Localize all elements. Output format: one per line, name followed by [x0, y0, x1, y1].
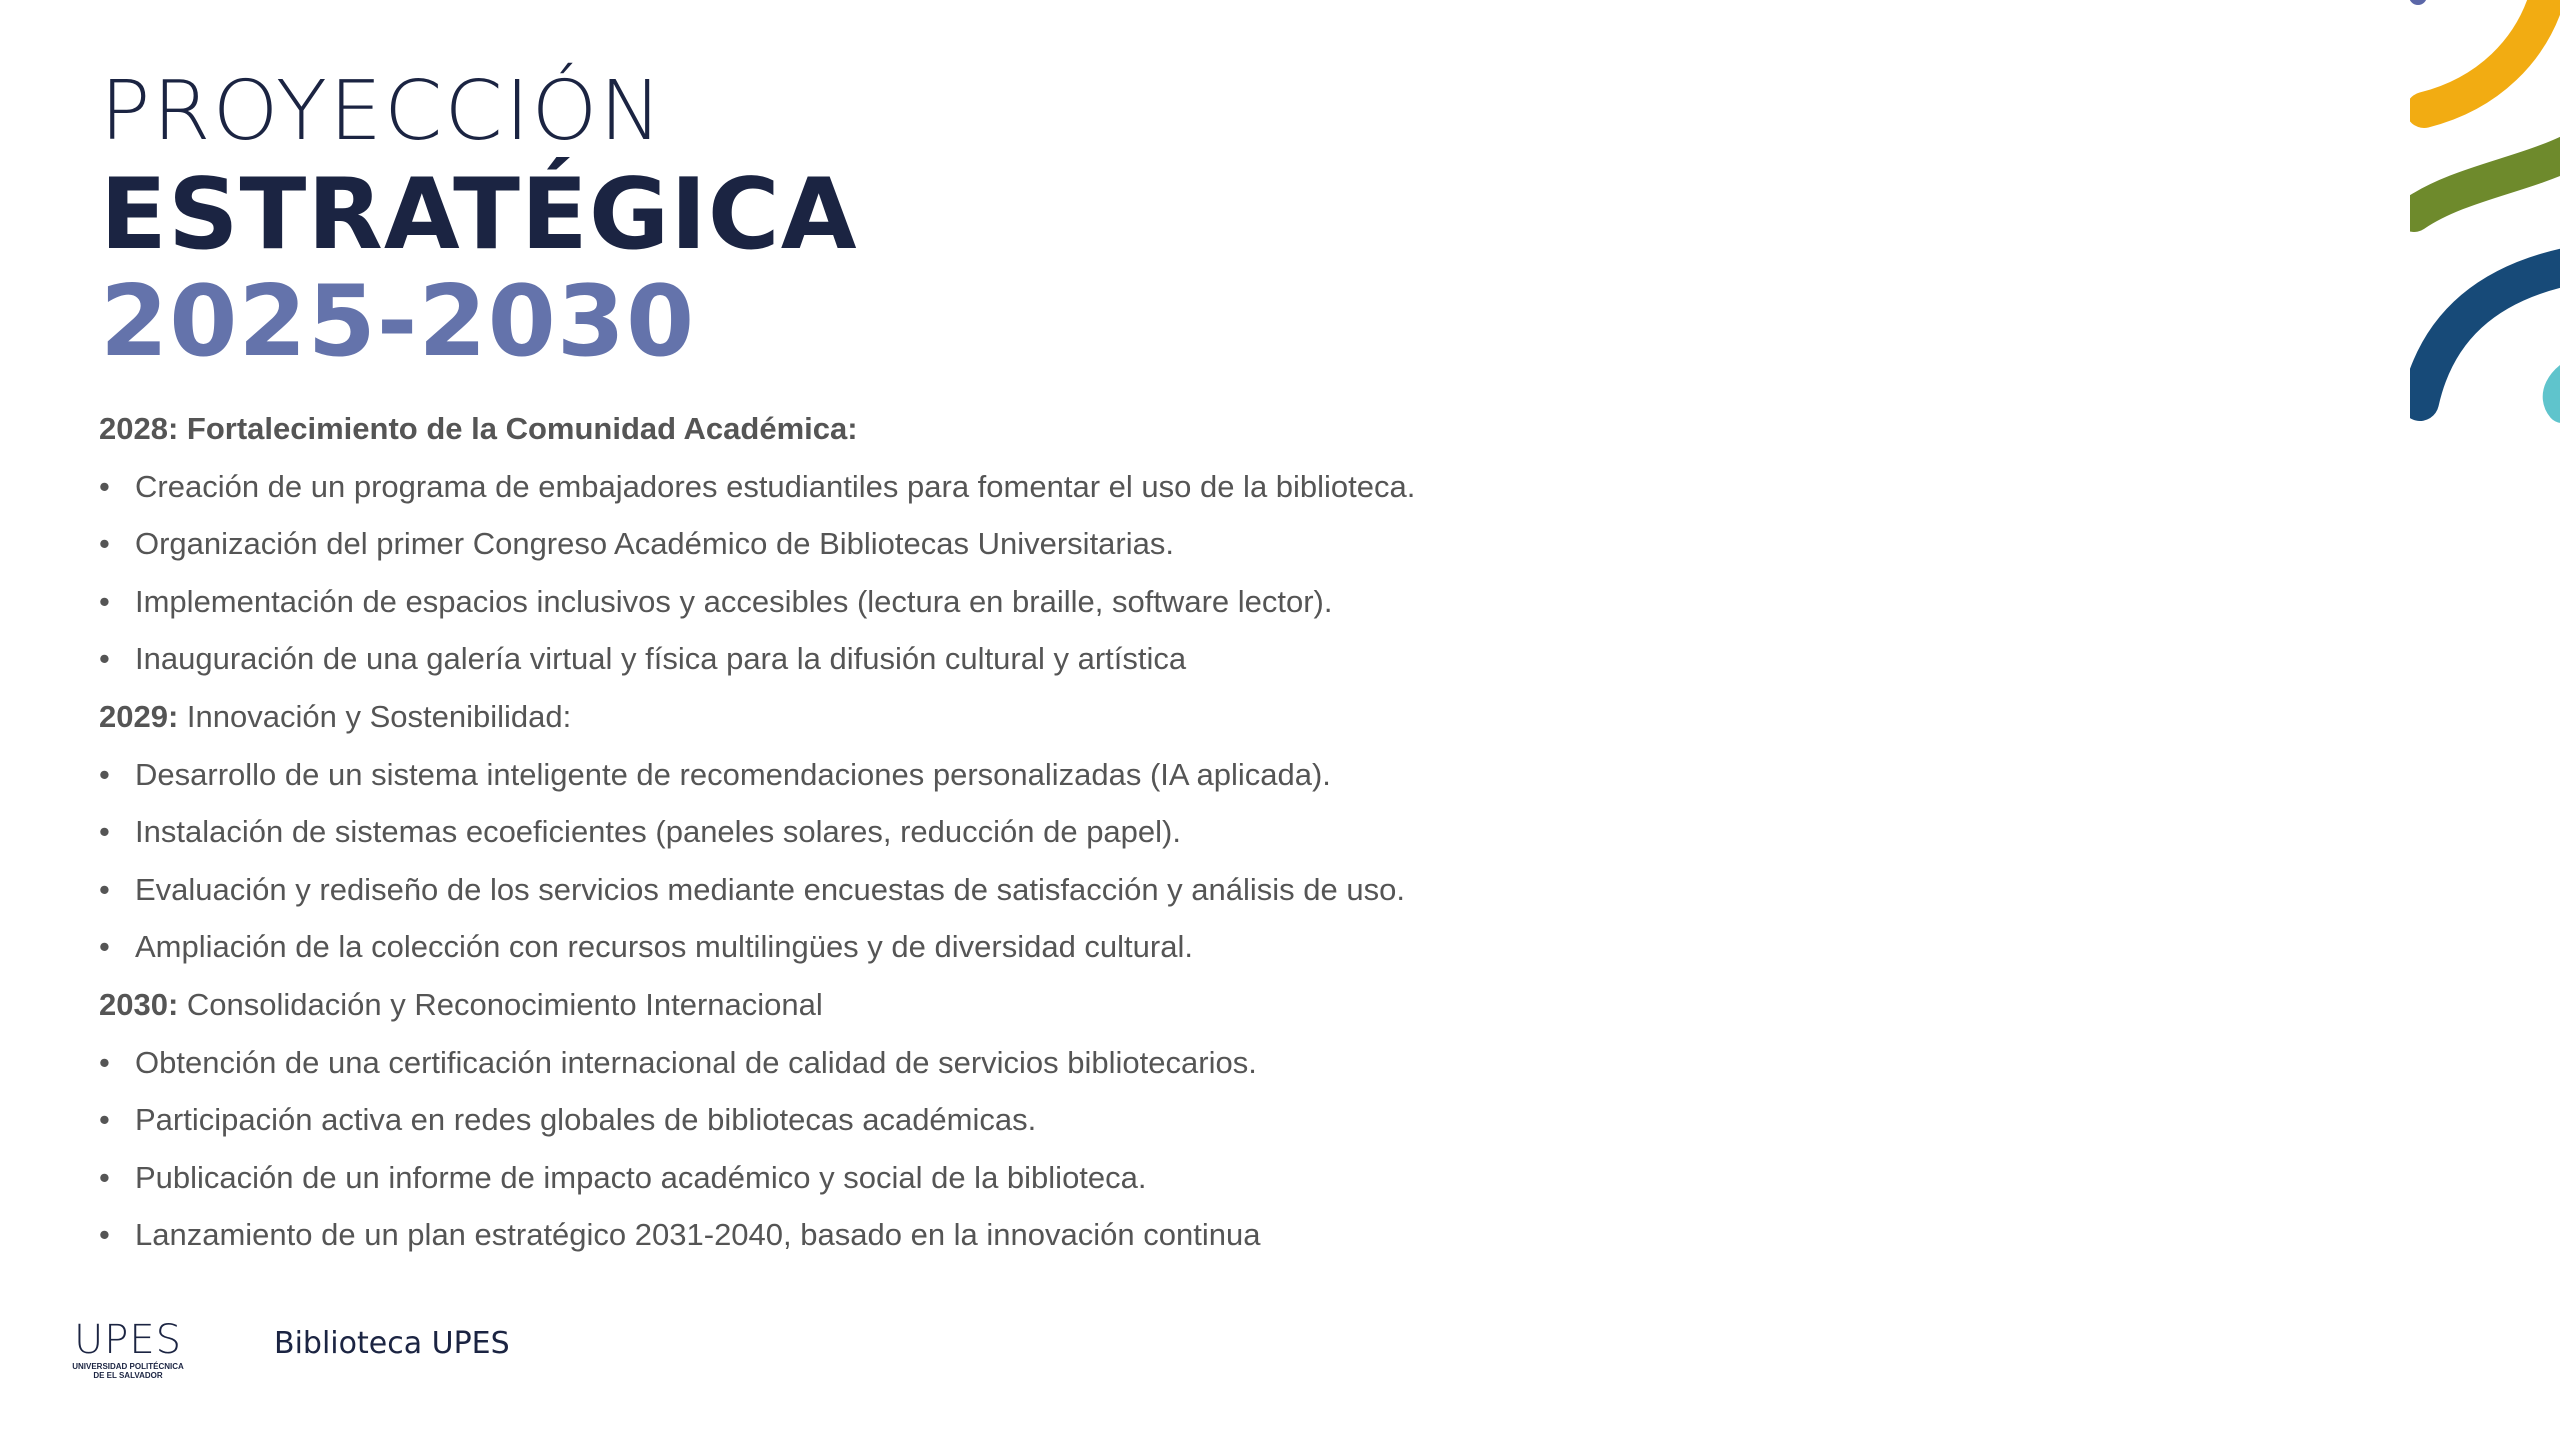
list-item: [99, 515, 1799, 573]
bullet-icon: •: [99, 526, 110, 562]
bullet-icon: •: [99, 1159, 110, 1195]
footer: [64, 1318, 510, 1392]
section-year: 2028:: [99, 411, 179, 446]
bullet-icon: •: [99, 756, 110, 792]
bullet-icon: •: [99, 1044, 110, 1080]
list-item: [99, 1149, 1799, 1207]
section-year: 2029:: [99, 698, 179, 734]
title-line-proyeccion: PROYECCIÓN: [100, 64, 665, 159]
bullet-icon: •: [99, 929, 110, 965]
bullet-icon: •: [99, 871, 110, 907]
list-item-text: Organización del primer Congreso Académico de Bibliotecas Universitarias.: [135, 526, 1174, 562]
list-item-text: Participación activa en redes globales de bibliotecas académicas.: [135, 1102, 1037, 1138]
title-line-years: 2025-2030: [100, 265, 696, 379]
deco-arc-blue-icon: [2420, 266, 2560, 402]
list-item-text: Obtención de una certificación internacional de calidad de servicios bibliotecarios.: [135, 1044, 1257, 1080]
bullet-icon: •: [99, 814, 110, 850]
list-item: [99, 1034, 1799, 1092]
section-year: 2030:: [99, 986, 179, 1022]
list-item: [99, 1206, 1799, 1264]
bullet-icon: •: [99, 1102, 110, 1138]
footer-label: Biblioteca UPES: [274, 1326, 510, 1361]
bullet-icon: •: [99, 1217, 110, 1253]
list-item-text: Lanzamiento de un plan estratégico 2031-2040, basado en la innovación continua: [135, 1217, 1261, 1253]
list-item: [99, 1091, 1799, 1149]
section-heading-2030: [99, 976, 1799, 1034]
list-item: [99, 573, 1799, 631]
bullet-icon: •: [99, 468, 110, 504]
section-heading-2029: [99, 688, 1799, 746]
bullet-icon: •: [99, 583, 110, 619]
bullet-icon: •: [99, 641, 110, 677]
section-title: Fortalecimiento de la Comunidad Académica:: [178, 411, 858, 446]
section-title: Consolidación y Reconocimiento Internacional: [178, 986, 823, 1022]
logo-mark: UPES: [73, 1317, 183, 1363]
section-heading-2028: [99, 400, 1799, 458]
list-item: [99, 861, 1799, 919]
title-line-estrategica: ESTRATÉGICA: [100, 158, 858, 272]
content-list: [99, 400, 1799, 1264]
section-title: Innovación y Sostenibilidad:: [178, 698, 572, 734]
list-item: [99, 630, 1799, 688]
deco-arc-yellow-icon: [2424, 0, 2548, 110]
list-item-text: Desarrollo de un sistema inteligente de recomendaciones personalizadas (IA aplicada).: [135, 756, 1331, 792]
list-item-text: Publicación de un informe de impacto académico y social de la biblioteca.: [135, 1159, 1147, 1195]
list-item: [99, 746, 1799, 804]
deco-dot-icon: [2410, 0, 2427, 5]
logo-subtitle-line1: UNIVERSIDAD POLITÉCNICA: [72, 1362, 184, 1371]
list-item-text: Creación de un programa de embajadores estudiantiles para fomentar el uso de la biblioteca.: [135, 468, 1416, 504]
list-item: [99, 918, 1799, 976]
list-item-text: Evaluación y rediseño de los servicios mediante encuestas de satisfacción y análisis de uso.: [135, 871, 1405, 907]
title-block: [100, 62, 858, 379]
decorative-arcs-icon: [2410, 0, 2560, 440]
upes-logo: [64, 1318, 192, 1392]
list-item: [99, 803, 1799, 861]
logo-subtitle-line2: DE EL SALVADOR: [93, 1371, 163, 1380]
list-item-text: Ampliación de la colección con recursos multilingües y de diversidad cultural.: [135, 929, 1193, 965]
list-item: [99, 458, 1799, 516]
list-item-text: Inauguración de una galería virtual y física para la difusión cultural y artística: [135, 641, 1187, 677]
list-item-text: Implementación de espacios inclusivos y accesibles (lectura en braille, software lector).: [135, 583, 1333, 619]
list-item-text: Instalación de sistemas ecoeficientes (paneles solares, reducción de papel).: [135, 814, 1181, 850]
deco-arc-green-icon: [2414, 152, 2560, 214]
